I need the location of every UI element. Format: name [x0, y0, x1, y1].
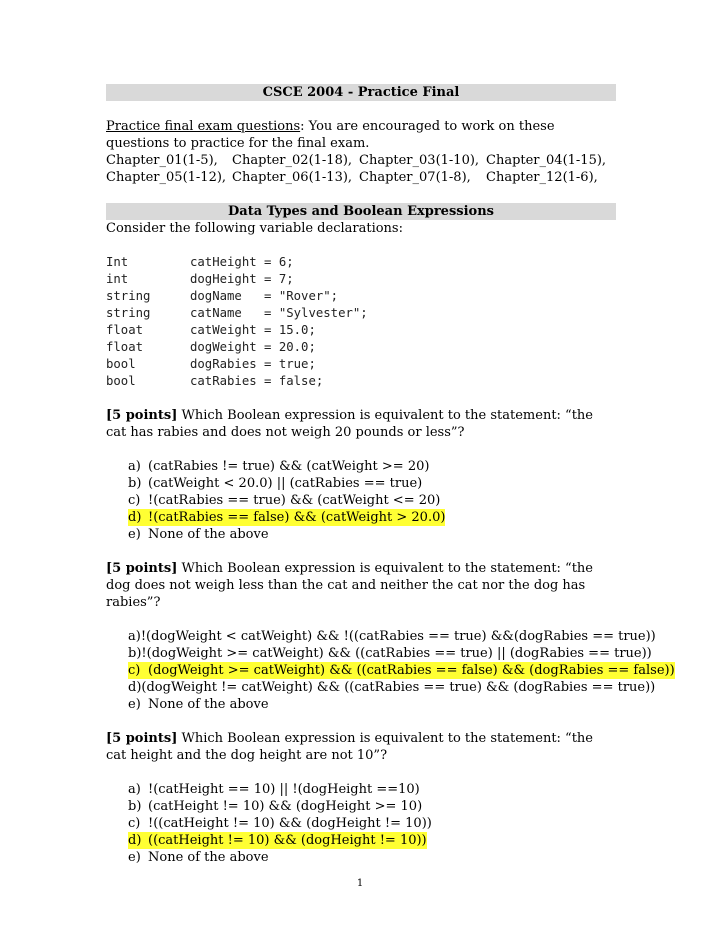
question-text: Which Boolean expression is equivalent to the statement: “the cat height and the dog height are not 10”? — [106, 731, 593, 763]
declaration-type: float — [106, 323, 144, 337]
question-prompt — [106, 560, 616, 611]
highlight-mark — [128, 662, 675, 679]
intro-heading: Practice final exam questions — [106, 119, 301, 134]
declaration-line — [106, 254, 616, 271]
option-label: a) — [128, 629, 141, 644]
declaration-line — [106, 322, 616, 339]
section-title: Data Types and Boolean Expressions — [106, 203, 616, 220]
declaration-body: catName = "Sylvester"; — [190, 306, 368, 320]
declaration-body: catRabies = false; — [190, 374, 324, 388]
chapter-item: Chapter_06(1-13), — [232, 170, 353, 185]
option-label: d) — [128, 833, 142, 848]
option-text: (catRabies != true) && (catWeight >= 20) — [148, 459, 430, 474]
option-label: c) — [128, 493, 141, 508]
answer-option — [128, 526, 616, 543]
option-label: b) — [128, 476, 142, 491]
answer-option-highlighted — [128, 832, 616, 849]
declaration-type: Int — [106, 255, 129, 269]
option-text: !(dogWeight >= catWeight) && ((catRabies == true) || (dogRabies == true)) — [141, 646, 652, 661]
question-points: [5 points] — [106, 408, 178, 423]
declaration-type: float — [106, 340, 144, 354]
option-text: None of the above — [148, 850, 269, 865]
chapter-row — [106, 152, 616, 169]
option-text: !((catHeight != 10) && (dogHeight != 10)) — [148, 816, 432, 831]
option-text: (catHeight != 10) && (dogHeight >= 10) — [148, 799, 423, 814]
highlight-mark — [128, 509, 445, 526]
option-label: b) — [128, 646, 142, 661]
chapter-item: Chapter_12(1-6), — [486, 170, 598, 185]
chapter-item: Chapter_01(1-5), — [106, 153, 218, 168]
answer-option-highlighted — [128, 509, 616, 526]
highlight-mark — [128, 832, 427, 849]
chapter-item: Chapter_04(1-15), — [486, 153, 607, 168]
declaration-body: dogWeight = 20.0; — [190, 340, 316, 354]
answer-option — [128, 849, 616, 866]
answer-option — [128, 781, 616, 798]
option-text: None of the above — [148, 697, 269, 712]
option-text: (dogWeight >= catWeight) && ((catRabies == false) && (dogRabies == false)) — [148, 663, 675, 678]
declaration-body: catHeight = 6; — [190, 255, 294, 269]
answer-option — [128, 492, 616, 509]
declaration-line — [106, 356, 616, 373]
question-text: Which Boolean expression is equivalent to the statement: “the cat has rabies and does not weigh 20 pounds or less”? — [106, 408, 593, 440]
option-label: e) — [128, 850, 141, 865]
page-content — [106, 84, 675, 866]
question-points: [5 points] — [106, 561, 178, 576]
option-label: a) — [128, 459, 141, 474]
option-label: e) — [128, 697, 141, 712]
answer-option — [128, 679, 656, 696]
declaration-type: bool — [106, 357, 136, 371]
declaration-line — [106, 305, 616, 322]
declaration-line — [106, 271, 616, 288]
question-prompt — [106, 407, 616, 441]
page-number: 1 — [356, 878, 364, 889]
question-text: Which Boolean expression is equivalent to the statement: “the dog does not weigh less than the cat and neither the cat nor the dog has rabies”? — [106, 561, 593, 610]
option-label: d) — [128, 680, 142, 695]
answer-option — [128, 696, 616, 713]
intro-text: : You are encouraged to work on these questions to practice for the final exam. — [106, 119, 555, 151]
option-text: (dogWeight != catWeight) && ((catRabies == true) && (dogRabies == true)) — [141, 680, 656, 695]
declaration-body: dogName = "Rover"; — [190, 289, 339, 303]
answer-option-highlighted — [128, 662, 675, 679]
option-label: c) — [128, 663, 141, 678]
chapter-item: Chapter_03(1-10), — [359, 153, 480, 168]
answer-option — [128, 628, 656, 645]
declarations-block — [106, 254, 616, 390]
option-text: !(catHeight == 10) || !(dogHeight ==10) — [148, 782, 420, 797]
answer-option — [128, 458, 616, 475]
option-text: !(dogWeight < catWeight) && !((catRabies == true) &&(dogRabies == true)) — [140, 629, 656, 644]
declaration-type: string — [106, 306, 151, 320]
answer-option — [128, 798, 616, 815]
chapter-item: Chapter_07(1-8), — [359, 170, 471, 185]
option-text: ((catHeight != 10) && (dogHeight != 10)) — [148, 833, 427, 848]
option-label: b) — [128, 799, 142, 814]
answer-options — [106, 458, 616, 543]
declaration-type: string — [106, 289, 151, 303]
question-points: [5 points] — [106, 731, 178, 746]
answer-option — [128, 475, 616, 492]
answer-options — [106, 781, 616, 866]
answer-option — [128, 645, 652, 662]
declaration-body: dogHeight = 7; — [190, 272, 294, 286]
page-title: CSCE 2004 - Practice Final — [106, 84, 616, 101]
declaration-line — [106, 373, 616, 390]
chapter-item: Chapter_02(1-18), — [232, 153, 353, 168]
chapter-item: Chapter_05(1-12), — [106, 170, 227, 185]
intro-paragraph — [106, 118, 616, 152]
declaration-type: bool — [106, 374, 136, 388]
declaration-line — [106, 288, 616, 305]
question-prompt — [106, 730, 616, 764]
option-text: None of the above — [148, 527, 269, 542]
section-intro: Consider the following variable declarations: — [106, 221, 403, 236]
option-label: e) — [128, 527, 141, 542]
option-text: !(catRabies == false) && (catWeight > 20.0) — [148, 510, 446, 525]
option-label: d) — [128, 510, 142, 525]
option-text: (catWeight < 20.0) || (catRabies == true) — [148, 476, 423, 491]
declaration-body: dogRabies = true; — [190, 357, 316, 371]
answer-option — [128, 815, 616, 832]
declaration-type: int — [106, 272, 129, 286]
option-label: c) — [128, 816, 141, 831]
declaration-body: catWeight = 15.0; — [190, 323, 316, 337]
answer-options — [106, 628, 675, 713]
chapter-row — [106, 169, 616, 186]
option-text: !(catRabies == true) && (catWeight <= 20) — [148, 493, 441, 508]
declaration-line — [106, 339, 616, 356]
option-label: a) — [128, 782, 141, 797]
